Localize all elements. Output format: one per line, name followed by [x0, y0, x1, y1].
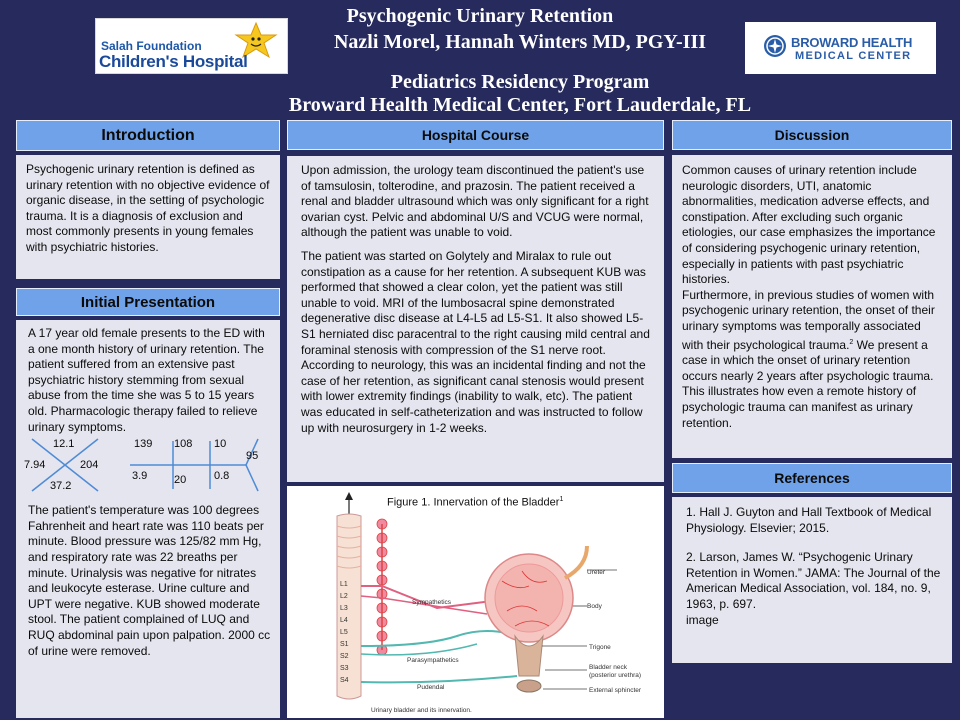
label-external-sphincter: External sphincter [589, 687, 642, 694]
label-bladder-neck: Bladder neck [589, 664, 627, 671]
spinal-level-label: L3 [340, 605, 348, 612]
bladder-innervation-figure [287, 486, 664, 718]
figure-caption: Figure 1. Innervation of the Bladder$^1$ [387, 496, 564, 509]
poster-program: Pediatrics Residency Program [390, 71, 650, 93]
spinal-level-label: S1 [340, 641, 349, 648]
lab-values-diagram [24, 435, 272, 503]
label-posterior-urethra: (posterior urethra) [589, 672, 642, 679]
introduction-text: Psychogenic urinary retention is defined as urinary retention with no objective evidence of organic disease, in the setting of psychologic trauma. It is a diagnosis of exclusion and most commonly presents in young females with psychiatric histories. [26, 162, 270, 254]
label-ureter: Ureter [587, 569, 606, 576]
logo-medical-center-text: MEDICAL CENTER [795, 50, 912, 62]
bmp-bun: 10 [214, 438, 227, 451]
label-body: Body [587, 603, 602, 610]
hospital-course-paragraph-1: Upon admission, the urology team discontinued the patient's use of tamsulosin, tolterodine, and prazosin. The patient received a renal and bladder ultrasound which was only significant for a right ovarian cyst. Pelvic and abdominal U/S and VCUG were normal, although the patient was unable to void. [301, 163, 649, 240]
initial-presentation-text-2: The patient's temperature was 100 degrees Fahrenheit and heart rate was 110 beats per minute. Blood pressure was 125/82 mm Hg, and respiratory rate was 22 breaths per minute. Urinalysis was negative for nitrates and leukocyte esterase. Urine culture and UPT were negative. KUB showed moderate stool. The patient complained of LUQ and RUQ abdominal pain upon palpation. 2000 cc of urine were removed. [28, 503, 271, 658]
initial-presentation-box [16, 320, 280, 718]
bmp-k: 3.9 [132, 470, 148, 483]
initial-presentation-heading: Initial Presentation [16, 288, 280, 316]
cbc-plt: 204 [80, 459, 99, 472]
reference-image-note: image [686, 612, 719, 627]
bmp-na: 139 [134, 438, 153, 451]
bmp-cr: 0.8 [214, 470, 230, 483]
introduction-heading: Introduction [16, 120, 280, 151]
spinal-level-label: L5 [340, 629, 348, 636]
cbc-hct: 37.2 [50, 480, 72, 493]
introduction-box [16, 155, 280, 279]
label-pudendal: Pudendal [417, 684, 445, 691]
emblem-icon [763, 34, 787, 58]
bmp-co2: 20 [174, 474, 187, 487]
spinal-level-label: L1 [340, 581, 348, 588]
references-heading: References [672, 463, 952, 493]
logo-foundation-text: Salah Foundation [101, 39, 202, 53]
spinal-level-label: L2 [340, 593, 348, 600]
discussion-paragraph-2: Furthermore, in previous studies of women with psychogenic urinary retention, the onset of their urinary symptoms was temporally associated with their psychological trauma.$^2$ We present a case in which the onset of urinary retention occurs nearly 2 years after psychologic trauma. This illustrates how even a remote history of psychologic trauma can manifest as urinary retention. [682, 287, 935, 430]
references-box [672, 497, 952, 663]
label-parasympathetics: Parasympathetics [407, 657, 459, 664]
cbc-hgb: 12.1 [53, 438, 75, 451]
logo-broward-text: BROWARD HEALTH [791, 35, 913, 50]
poster-authors: Nazli Morel, Hannah Winters MD, PGY-III [333, 31, 707, 53]
bmp-glucose: 95 [246, 450, 259, 463]
reference-1: 1. Hall J. Guyton and Hall Textbook of Medical Physiology. Elsevier; 2015. [686, 505, 932, 535]
discussion-box [672, 155, 952, 458]
logo-hospital-text: Children's Hospital [99, 52, 248, 71]
hospital-course-paragraph-2: The patient was started on Golytely and Miralax to rule out constipation as a cause for her retention. A subsequent KUB was performed that showed a clear colon, yet the patient was still unable to void. MRI of the lumbosacral spine demonstrated degenerative disc disease at L4-L5 ad L5-S1. It also showed L5-S1 herniated disc paracentral to the right causing mild central and foraminal stenosis with compression of the S1 nerve root. According to neurology, this was an incidental finding and not the case of her retention, as significant canal stenosis would present with lower extremity findings (inability to walk, etc). The patient was educated in self-catheterization and was instructed to follow up with neurosurgery in 1-2 weeks. [301, 248, 650, 435]
label-sympathetics: Sympathetics [412, 599, 452, 606]
spinal-level-label: S4 [340, 677, 349, 684]
initial-presentation-text-1: A 17 year old female presents to the ED with a one month history of urinary retention. The patient suffered from an extensive past psychiatric history stemming from sexual abuse from the time she was 5 to 15 years old. Pharmacologic therapy failed to relieve urinary symptoms. [28, 326, 265, 434]
reference-2: 2. Larson, James W. “Psychogenic Urinary Retention in Women.” JAMA: The Journal of the American Medical Association, vol. 184, no. 9, 1963, p. 697. [686, 550, 941, 611]
spinal-level-label: S2 [340, 653, 349, 660]
poster-title: Psychogenic Urinary Retention [346, 5, 614, 27]
bladder-innervation-diagram [287, 486, 664, 718]
childrens-hospital-logo [95, 18, 288, 74]
discussion-paragraph-1: Common causes of urinary retention include neurologic disorders, UTI, anatomic abnormalities, medication adverse effects, and constipation. After excluding such organic etiologies, our case emphasizes the importance of considering psychogenic urinary retention, especially in patients with past psychiatric histories. [682, 163, 936, 287]
bmp-cl: 108 [174, 438, 193, 451]
poster-institution: Broward Health Medical Center, Fort Lauderdale, FL [288, 94, 752, 116]
discussion-heading: Discussion [672, 120, 952, 150]
cbc-wbc: 7.94 [24, 459, 46, 472]
label-figure-bottom: Urinary bladder and its innervation. [371, 707, 472, 714]
spinal-level-label: L4 [340, 617, 348, 624]
spinal-level-label: S3 [340, 665, 349, 672]
broward-health-logo [745, 22, 936, 74]
label-trigone: Trigone [589, 644, 611, 651]
hospital-course-heading: Hospital Course [287, 120, 664, 150]
hospital-course-box [287, 156, 664, 482]
